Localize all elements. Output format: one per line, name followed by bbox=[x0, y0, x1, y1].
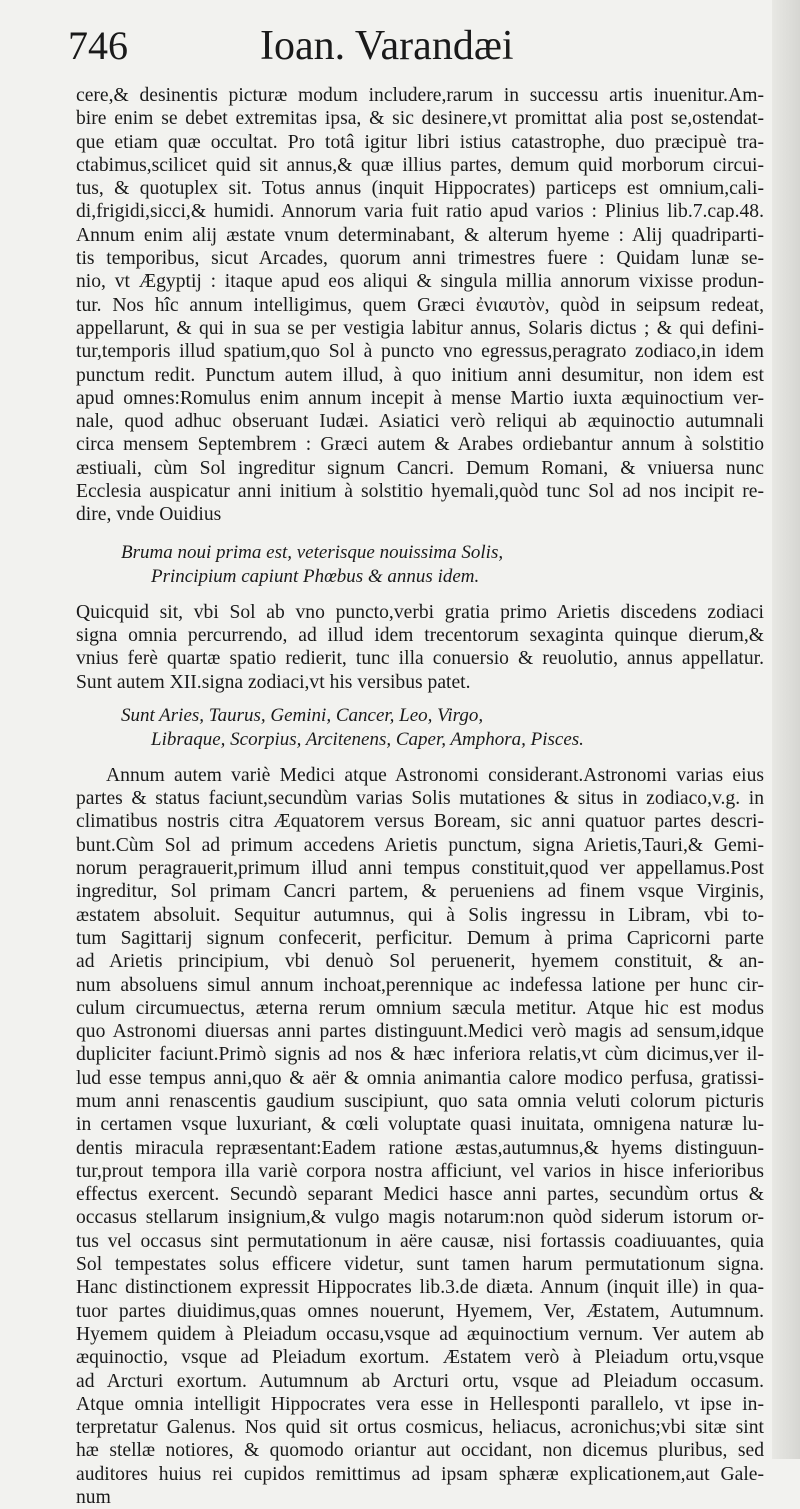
para1-line: tur. Nos hîc annum intelligimus, quem Græci ἐνιαυτὸν, quòd in seipsum redeat, bbox=[76, 294, 764, 316]
paragraph-3 bbox=[76, 764, 764, 1509]
para3-line: culum circumuectus, æterna rerum omnium sæcula metitur. Atque hic est modus bbox=[76, 997, 764, 1019]
para1-line: bire enim se debet extremitas ipsa, & sic desinere,vt promittat alia post se,ostendat- bbox=[76, 108, 764, 130]
para3-line: tur,prout tempora illa variè corpora nostra afficiunt, vel varios in hisce inferioribus bbox=[76, 1160, 764, 1182]
para3-line: tus vel occasus sint permutationum in aëre causæ, nisi fortassis coadiuuantes, quia bbox=[76, 1230, 764, 1252]
para3-line: bunt.Cùm Sol ad primum accedens Arietis punctum, signa Arietis,Tauri,& Gemi- bbox=[76, 834, 764, 856]
page-number: 746 bbox=[68, 23, 128, 68]
para3-line: dupliciter faciunt.Primò signis ad nos & hæc inferiora relatis,vt cùm dicimus,ver il- bbox=[76, 1044, 764, 1066]
para3-line: terpretatur Galenus. Nos quid sit ortus cosmicus, heliacus, acronichus;vbi sitæ sint bbox=[76, 1417, 764, 1439]
para3-line: num absoluens simul annum inchoat,perennique ac indefessa latione per hunc cir- bbox=[76, 974, 764, 996]
para1-line: apud omnes:Romulus enim annum incepit à mense Martio iuxta æquinoctium ver- bbox=[76, 387, 764, 409]
para3-line: lud esse tempus anni,quo & aër & omnia animantia calore modico perfusa, gratissi- bbox=[76, 1067, 764, 1089]
para3-line: ingreditur, Sol primam Cancri partem, & perueniens ad finem vsque Virginis, bbox=[76, 881, 764, 903]
para1-line: Annum enim alij æstate vnum determinabant, & alterum hyeme : Alij quadriparti- bbox=[76, 224, 764, 246]
para3-line: in certamen vsque luxuriant, & cœli voluptate quasi inuitata, omnigena naturæ lu- bbox=[76, 1114, 764, 1136]
para3-line: effectus exercent. Secundò separant Medici hasce anni partes, secundùm ortus & bbox=[76, 1184, 764, 1206]
paragraph-1 bbox=[76, 84, 764, 527]
para3-line: Atque omnia intelligit Hippocrates vera esse in Hellesponti parallelo, vt ipse in- bbox=[76, 1393, 764, 1415]
para1-line: cere,& desinentis picturæ modum includere,rarum in successu artis inuenitur.Am- bbox=[76, 85, 764, 106]
para3-line: Sol tempestates solus efficere videtur, sunt tamen harum permutationum signa. bbox=[76, 1254, 764, 1276]
para2-line: Quicquid sit, vbi Sol ab vno puncto,verbi gratia primo Arietis discedens zodiaci bbox=[76, 601, 764, 623]
para1-line: dire, vnde Ouidius bbox=[76, 504, 222, 526]
para3-line: partes & status faciunt,secundùm varias Solis mutationes & situs in zodiaco,v.g. in bbox=[76, 788, 764, 810]
para3-line: dentis miracula repræsentant:Eadem ratione æstas,autumnus,& hyems distinguun- bbox=[76, 1137, 764, 1159]
verse-ovid bbox=[76, 541, 764, 589]
para3-line: climatibus nostris citra Æquatorem versus Boream, sic anni quatuor partes descri- bbox=[76, 811, 764, 833]
para3-line: mum anni renascentis gaudium suscipiunt, quo sata omnia veluti colorum picturis bbox=[76, 1090, 764, 1112]
para3-line: æquinoctio, vsque ad Pleiadum exortum. Æstatem verò à Pleiadum ortu,vsque bbox=[76, 1347, 764, 1369]
page-header bbox=[68, 22, 764, 84]
para1-line: di,frigidi,sicci,& humidi. Annorum varia fuit ratio apud varios : Plinius lib.7.cap.48. bbox=[76, 201, 764, 223]
verse1-line: Principium capiunt Phœbus & annus idem. bbox=[151, 565, 480, 587]
para1-line: que etiam quæ occultat. Pro totâ igitur libri istius catastrophe, duo præcipuè tra- bbox=[76, 131, 764, 153]
para3-line: norum peragrauerit,primum illud anni tempus constituit,quod ver appellamus.Post bbox=[76, 858, 764, 880]
para3-line: Hyemem quidem à Pleiadum occasu,vsque ad æquinoctium vernum. Ver autem ab bbox=[76, 1323, 764, 1345]
para1-line: appellarunt, & qui in sua se per vestigia labitur annus, Solaris dictus ; & qui defini- bbox=[76, 317, 764, 339]
para2-line: vnius ferè quartæ spatio redierit, tunc illa conuersio & reuolutio, annus appellatur. bbox=[76, 648, 764, 670]
para1-line: nale, quod adhuc obseruant Iudæi. Asiatici verò reliqui ab æquinoctio autumnali bbox=[76, 411, 764, 433]
para1-line: circa mensem Septembrem : Græci autem & Arabes ordiebantur annum à solstitio bbox=[76, 434, 764, 456]
para1-line: Ecclesia auspicatur anni initium à solstitio hyemali,quòd tunc Sol ad nos incipit re- bbox=[76, 481, 764, 503]
para3-line: æstatem absoluit. Sequitur autumnus, qui à Solis ingressu in Libram, vbi to- bbox=[76, 904, 764, 926]
verse2-line: Sunt Aries, Taurus, Gemini, Cancer, Leo, Virgo, bbox=[121, 704, 484, 726]
para3-line: Hanc distinctionem expressit Hippocrates lib.3.de diæta. Annum (inquit ille) in qua- bbox=[76, 1277, 764, 1299]
para3-line: num bbox=[76, 1487, 111, 1509]
para3-line: tuor partes diuidimus,quas omnes nouerunt, Hyemem, Ver, Æstatem, Autumnum. bbox=[76, 1300, 764, 1322]
para1-line: tur,temporis illud spatium,quo Sol à puncto vno egressus,peragrato zodiaco,in idem bbox=[76, 341, 764, 363]
para3-line: auditores huius rei cupidos remittimus ad ipsam sphæræ explicationem,aut Gale- bbox=[76, 1463, 764, 1485]
para2-line: signa omnia percurrendo, ad illud idem trecentorum sexaginta quinque dierum,& bbox=[76, 624, 764, 646]
para3-line: occasus stellarum insignium,& vulgo magis notarum:non quòd siderum istorum or- bbox=[76, 1207, 764, 1229]
running-head: Ioan. Varandæi bbox=[260, 23, 514, 69]
para3-line: hæ stellæ notiores, & quomodo oriantur aut occidant, non dicemus pluribus, sed bbox=[76, 1440, 764, 1462]
verse2-line: Libraque, Scorpius, Arcitenens, Caper, Amphora, Pisces. bbox=[151, 728, 584, 750]
facing-page-edge bbox=[772, 0, 800, 1459]
para1-line: ctabimus,scilicet quid sit annus,& quæ illius partes, demum quid morborum circui- bbox=[76, 154, 764, 176]
paragraph-2 bbox=[76, 601, 764, 694]
para2-line: Sunt autem XII.signa zodiaci,vt his versibus patet. bbox=[76, 671, 471, 693]
para1-line: tis temporibus, sicut Arcades, quorum anni trimestres fuere : Quidam lunæ se- bbox=[76, 248, 764, 270]
para3-line: Annum autem variè Medici atque Astronomi considerant.Astronomi varias eius bbox=[106, 764, 764, 786]
para1-line: punctum redit. Punctum autem illud, à quo initium anni desumitur, non idem est bbox=[76, 364, 764, 386]
para1-line: æstiuali, cùm Sol ingreditur signum Cancri. Demum Romani, & vniuersa nunc bbox=[76, 457, 764, 479]
para1-line: nio, vt Ægyptij : itaque apud eos aliqui & singula millia annorum vixisse produn- bbox=[76, 271, 764, 293]
para1-line: tus, & quotuplex sit. Totus annus (inquit Hippocrates) particeps est omnium,cali- bbox=[76, 178, 764, 200]
para3-line: quo Astronomi diuersas anni partes distinguunt.Medici verò magis ad sensum,idque bbox=[76, 1021, 764, 1043]
verse1-line: Bruma noui prima est, veterisque nouissima Solis, bbox=[121, 541, 504, 563]
para3-line: ad Arcturi exortum. Autumnum ab Arcturi ortu, vsque ad Pleiadum occasum. bbox=[76, 1370, 764, 1392]
para3-line: tum Sagittarij signum confecerit, perficitur. Demum à prima Capricorni parte bbox=[76, 927, 764, 949]
para3-line: ad Arietis principium, vbi denuò Sol peruenerit, hyemem constituit, & an- bbox=[76, 951, 764, 973]
verse-zodiac bbox=[76, 704, 764, 752]
